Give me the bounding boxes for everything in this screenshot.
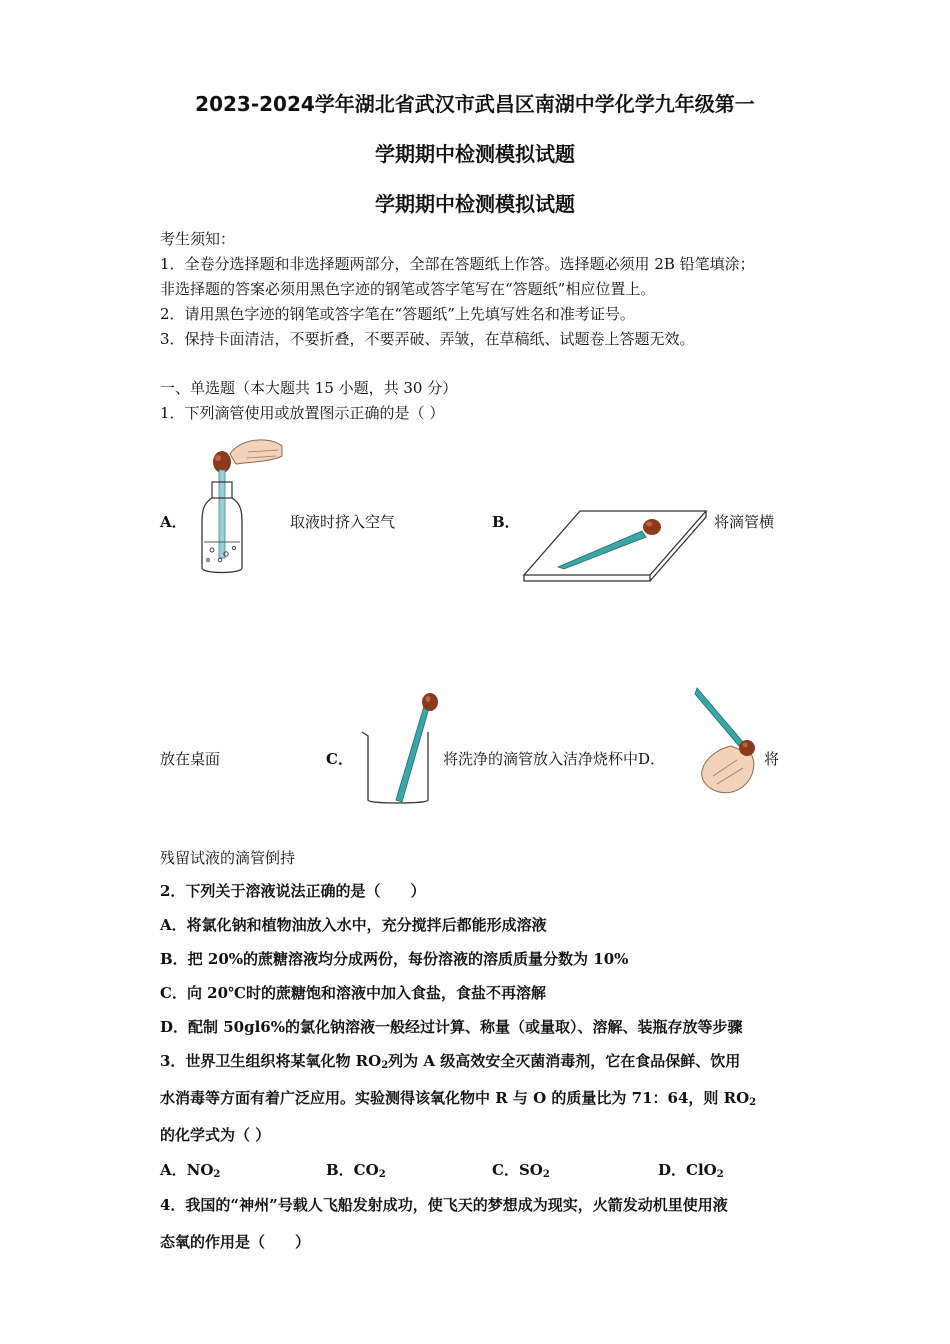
- q3-stem-line3: 的化学式为（ ）: [160, 1126, 271, 1144]
- figure-a-dropper-bottle: [190, 432, 290, 578]
- notice-item-1a: 1．全卷分选择题和非选择题两部分，全部在答题纸上作答。选择题必须用 2B 铅笔填涂；: [160, 255, 755, 273]
- q4-stem-line1: 4．我国的“神州”号载人飞船发射成功，使飞天的梦想成为现实，火箭发动机里使用液: [160, 1196, 728, 1214]
- q3-stem-line2: 水消毒等方面有着广泛应用。实验测得该氧化物中 R 与 O 的质量比为 71：64，则 $RO_2$: [160, 1089, 757, 1108]
- q2-option-d: D．配制 50gl6%的氯化钠溶液一般经过计算、称量（或量取）、溶解、装瓶存放等步骤: [160, 1018, 743, 1036]
- q1-option-b-label: B．: [492, 513, 520, 531]
- q3-stem-line1: 3．世界卫生组织将某氧化物 $RO_2$列为 A 级高效安全灭菌消毒剂，它在食品保鲜、饮用: [160, 1052, 741, 1071]
- q1-option-a-label: A．: [160, 513, 187, 531]
- q1-option-a-text: 取液时挤入空气: [290, 513, 396, 531]
- q3-option-b: B．$CO_2$: [326, 1161, 386, 1180]
- q3-option-a: A．$NO_2$: [160, 1161, 221, 1180]
- q1-option-d-continued: 残留试液的滴管倒持: [160, 849, 296, 867]
- section-heading: 一、单选题（本大题共 15 小题，共 30 分）: [160, 379, 458, 397]
- figure-b-dropper-on-table: [520, 505, 710, 585]
- page-title-line3: 学期期中检测模拟试题: [375, 192, 575, 216]
- q1-stem: 1．下列滴管使用或放置图示正确的是（ ）: [160, 404, 445, 422]
- q1-option-d-text: 将: [764, 750, 780, 768]
- q3-option-d: D．ClO$_2$: [658, 1161, 724, 1180]
- q2-option-a: A．将氯化钠和植物油放入水中，充分搅拌后都能形成溶液: [160, 916, 547, 934]
- figure-c-dropper-in-beaker: [358, 692, 444, 808]
- figure-d-dropper-held-upside-down: [693, 684, 763, 804]
- page-title-line2: 学期期中检测模拟试题: [375, 142, 575, 166]
- notice-item-2: 2．请用黑色字迹的钢笔或答字笔在“答题纸”上先填写姓名和准考证号。: [160, 305, 635, 323]
- notice-item-1b: 非选择题的答案必须用黑色字迹的钢笔或答字笔写在“答题纸”相应位置上。: [160, 280, 656, 298]
- q2-option-c: C．向 20℃时的蔗糖饱和溶液中加入食盐，食盐不再溶解: [160, 984, 547, 1002]
- page-title: 2023-2024学年湖北省武汉市武昌区南湖中学化学九年级第一: [195, 92, 755, 116]
- q3-option-c: C．$SO_2$: [492, 1161, 550, 1180]
- q4-stem-line2: 态氧的作用是（ ）: [160, 1233, 311, 1251]
- q2-stem: 2．下列关于溶液说法正确的是（ ）: [160, 882, 426, 900]
- q1-option-b-continued: 放在桌面: [160, 750, 221, 768]
- notice-heading: 考生须知：: [160, 230, 236, 248]
- q1-option-b-text: 将滴管横: [714, 513, 775, 531]
- notice-item-3: 3．保持卡面清洁，不要折叠，不要弄破、弄皱，在草稿纸、试题卷上答题无效。: [160, 330, 695, 348]
- q1-option-c-label: C．: [326, 750, 353, 768]
- q1-option-c-text: 将洗净的滴管放入洁净烧杯中D．: [443, 750, 666, 768]
- q2-option-b: B．把 20%的蔗糖溶液均分成两份，每份溶液的溶质质量分数为 10%: [160, 950, 629, 968]
